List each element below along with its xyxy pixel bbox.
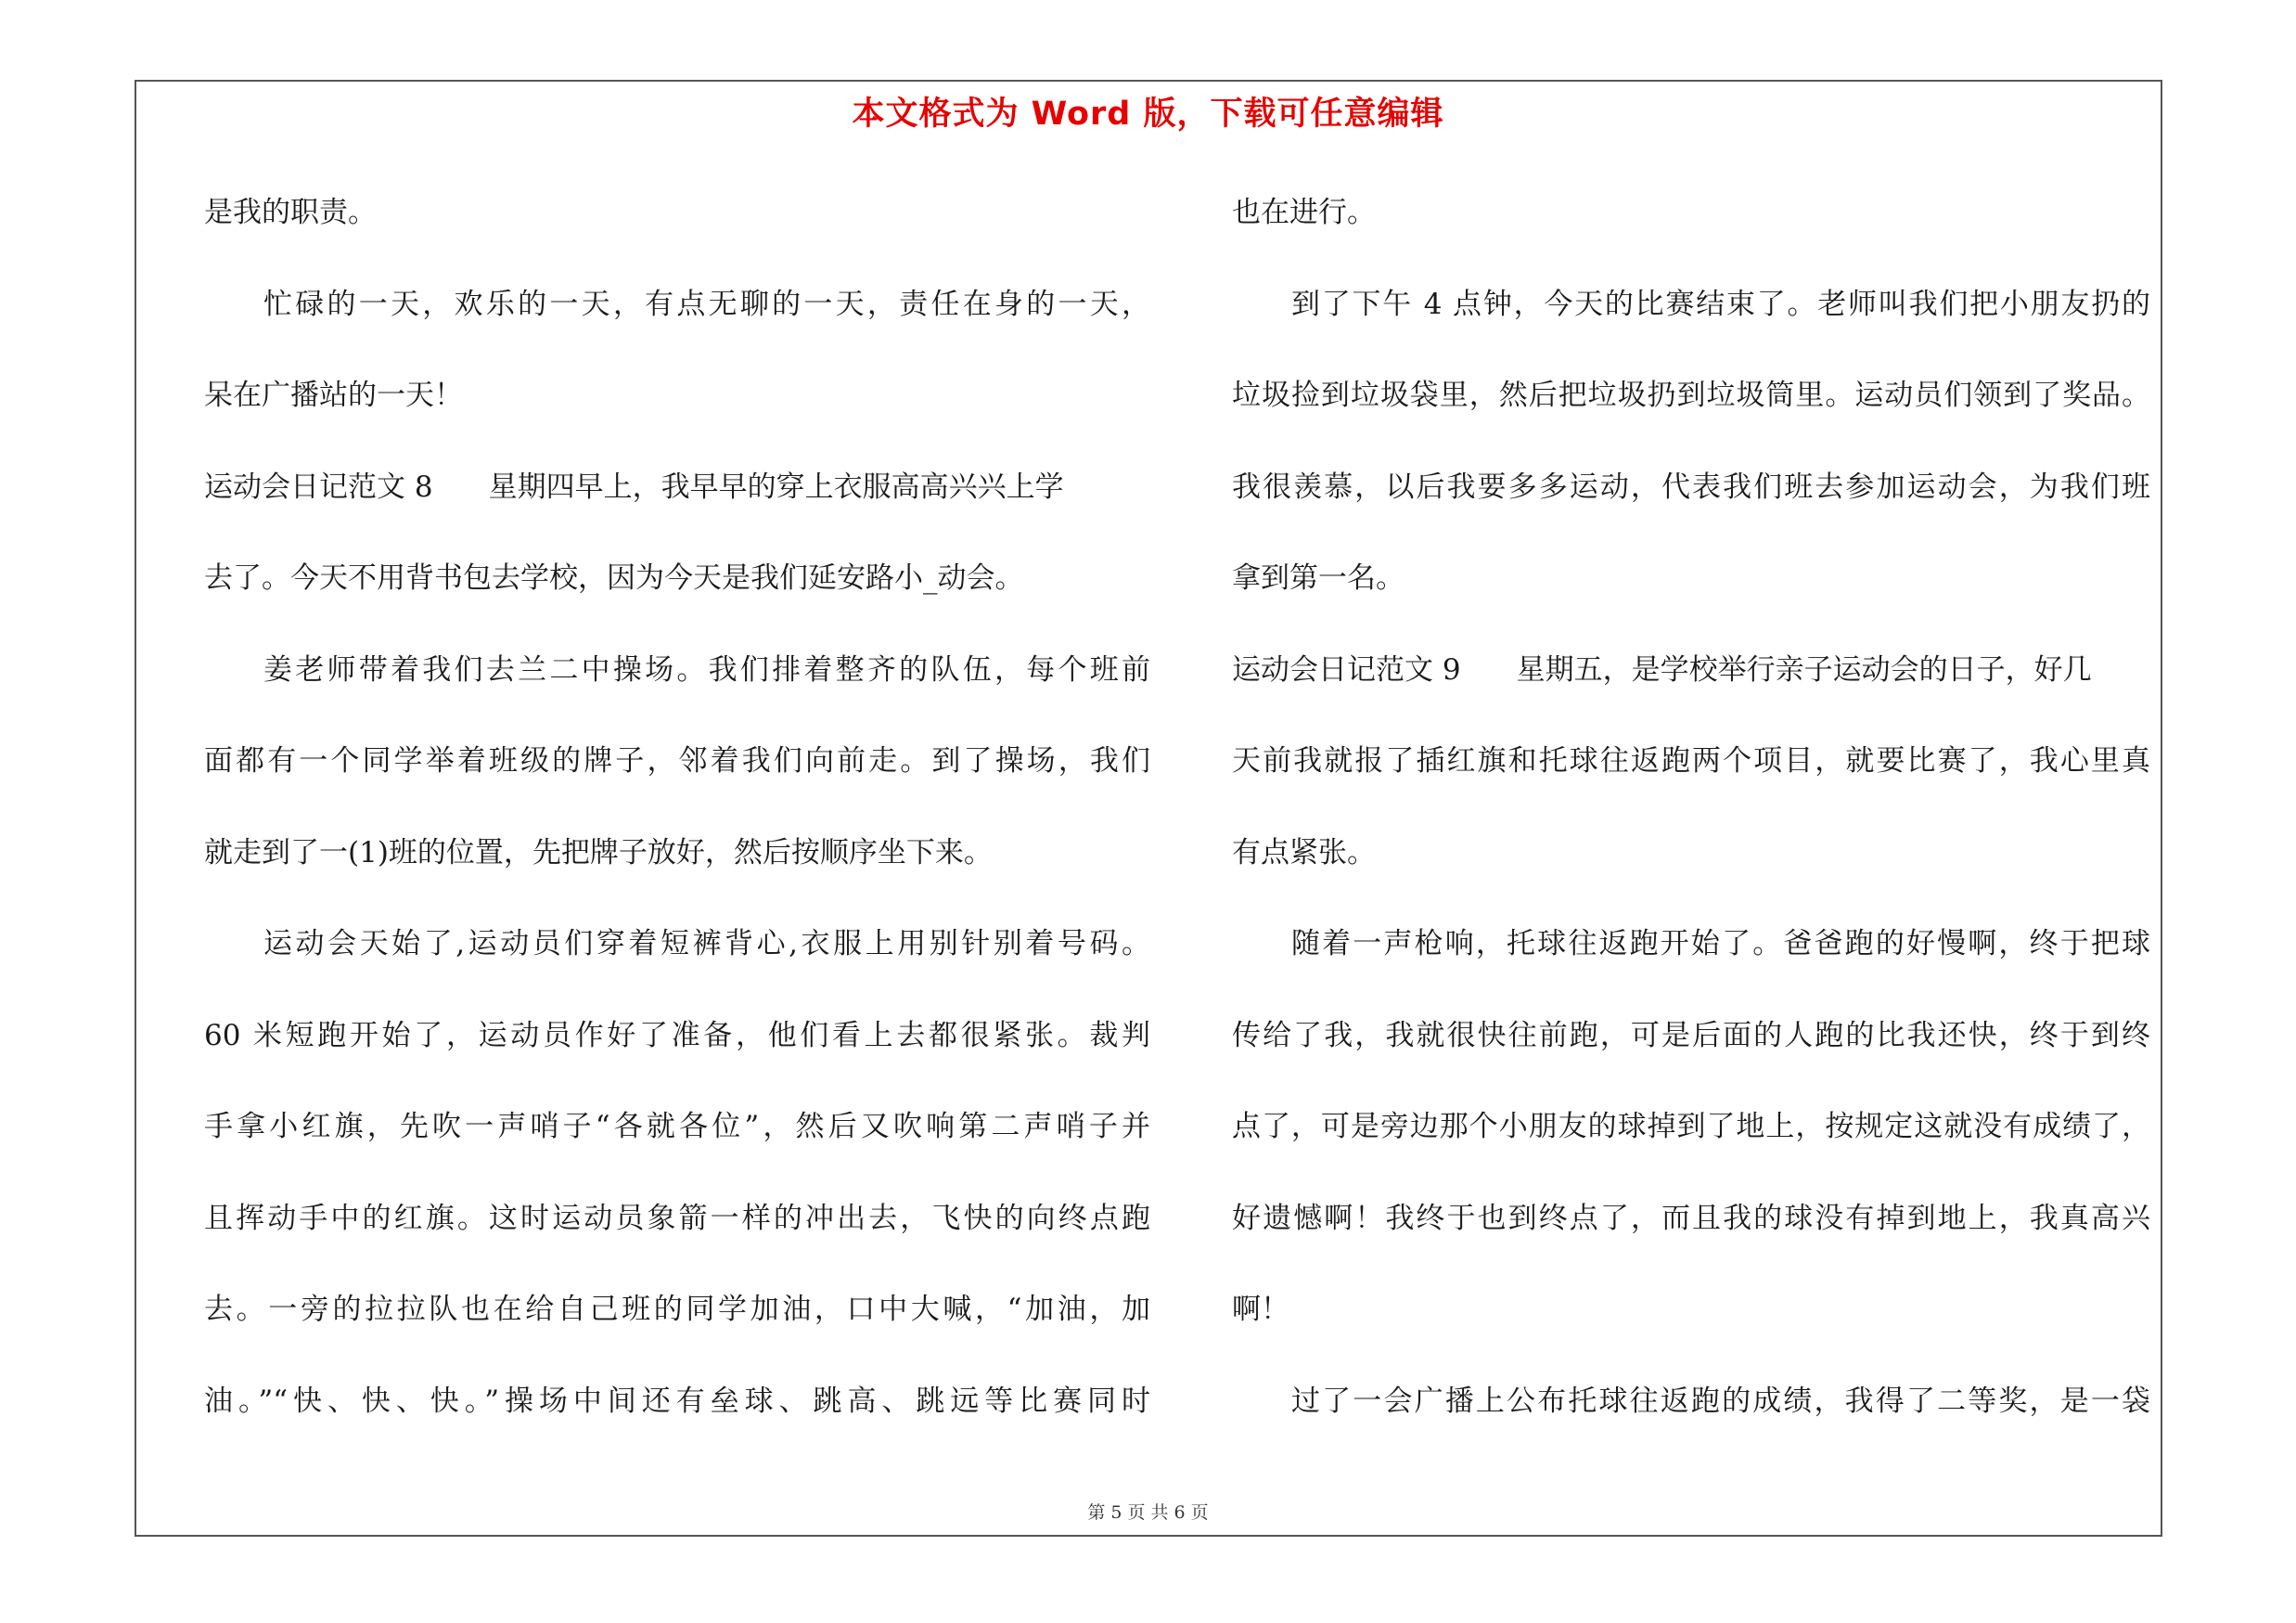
text-line: 呆在广播站的一天！ — [204, 379, 463, 412]
text-line: 传给了我，我就很快往前跑，可是后面的人跑的比我还快，终于到终 — [1232, 1018, 2150, 1052]
text-line: 点了，可是旁边那个小朋友的球掉到了地上，按规定这就没有成绩了， — [1232, 1110, 2150, 1143]
text-line-rest: 星期四早上，我早早的穿上衣服高高兴兴上学 — [488, 470, 1064, 504]
text-line: 姜老师带着我们去兰二中操场。我们排着整齐的队伍，每个班前 — [263, 652, 1150, 687]
text-line: 去了。今天不用背书包去学校，因为今天是我们延安路小_动会。 — [204, 561, 1024, 595]
text-line: 运动会天始了,运动员们穿着短裤背心,衣服上用别针别着号码。 — [263, 927, 1150, 960]
text-line: 忙碌的一天，欢乐的一天，有点无聊的一天，责任在身的一天， — [263, 287, 1150, 321]
text-line: 也在进行。 — [1232, 196, 1376, 229]
text-line — [204, 442, 1150, 534]
text-line: 手拿小红旗，先吹一声哨子“各就各位”，然后又吹响第二声哨子并 — [204, 1110, 1150, 1143]
text-line: 且挥动手中的红旗。这时运动员象箭一样的冲出去，飞快的向终点跑 — [204, 1201, 1150, 1235]
text-line: 过了一会广播上公布托球往返跑的成绩，我得了二等奖，是一袋 — [1291, 1384, 2150, 1418]
text-line: 好遗憾啊！我终于也到终点了，而且我的球没有掉到地上，我真高兴 — [1232, 1201, 2150, 1235]
text-line: 是我的职责。 — [204, 196, 377, 229]
text-line — [1232, 625, 2150, 716]
text-line: 面都有一个同学举着班级的牌子，邻着我们向前走。到了操场，我们 — [204, 744, 1150, 778]
text-line: 就走到了一(1)班的位置，先把牌子放好，然后按顺序坐下来。 — [204, 835, 993, 869]
text-line: 拿到第一名。 — [1232, 561, 1405, 595]
text-line: 我很羡慕，以后我要多多运动，代表我们班去参加运动会，为我们班 — [1232, 470, 2150, 504]
text-line: 油。”“快、快、快。”操场中间还有垒球、跳高、跳远等比赛同时 — [204, 1384, 1150, 1418]
text-line: 天前我就报了插红旗和托球往返跑两个项目，就要比赛了，我心里真 — [1232, 744, 2150, 778]
page-footer: 第 5 页 共 6 页 — [1087, 1502, 1209, 1523]
text-line: 去。一旁的拉拉队也在给自己班的同学加油，口中大喊，“加油，加 — [204, 1293, 1150, 1326]
document-header: 本文格式为 Word 版，下载可任意编辑 — [852, 96, 1444, 133]
text-line: 啊！ — [1232, 1293, 1289, 1326]
text-line: 60 米短跑开始了，运动员作好了准备，他们看上去都很紧张。裁判 — [204, 1018, 1150, 1052]
text-line: 随着一声枪响，托球往返跑开始了。爸爸跑的好慢啊，终于把球 — [1291, 927, 2150, 960]
left-column — [204, 167, 1150, 1447]
section-heading: 运动会日记范文 8 — [204, 470, 433, 504]
text-line-rest: 星期五，是学校举行亲子运动会的日子，好几 — [1516, 652, 2092, 687]
right-column — [1232, 167, 2150, 1447]
text-line: 到了下午 4 点钟，今天的比赛结束了。老师叫我们把小朋友扔的 — [1291, 287, 2150, 321]
text-line: 垃圾捡到垃圾袋里，然后把垃圾扔到垃圾筒里。运动员们领到了奖品。 — [1232, 379, 2150, 412]
text-line: 有点紧张。 — [1232, 835, 1376, 869]
section-heading: 运动会日记范文 9 — [1232, 652, 1461, 687]
